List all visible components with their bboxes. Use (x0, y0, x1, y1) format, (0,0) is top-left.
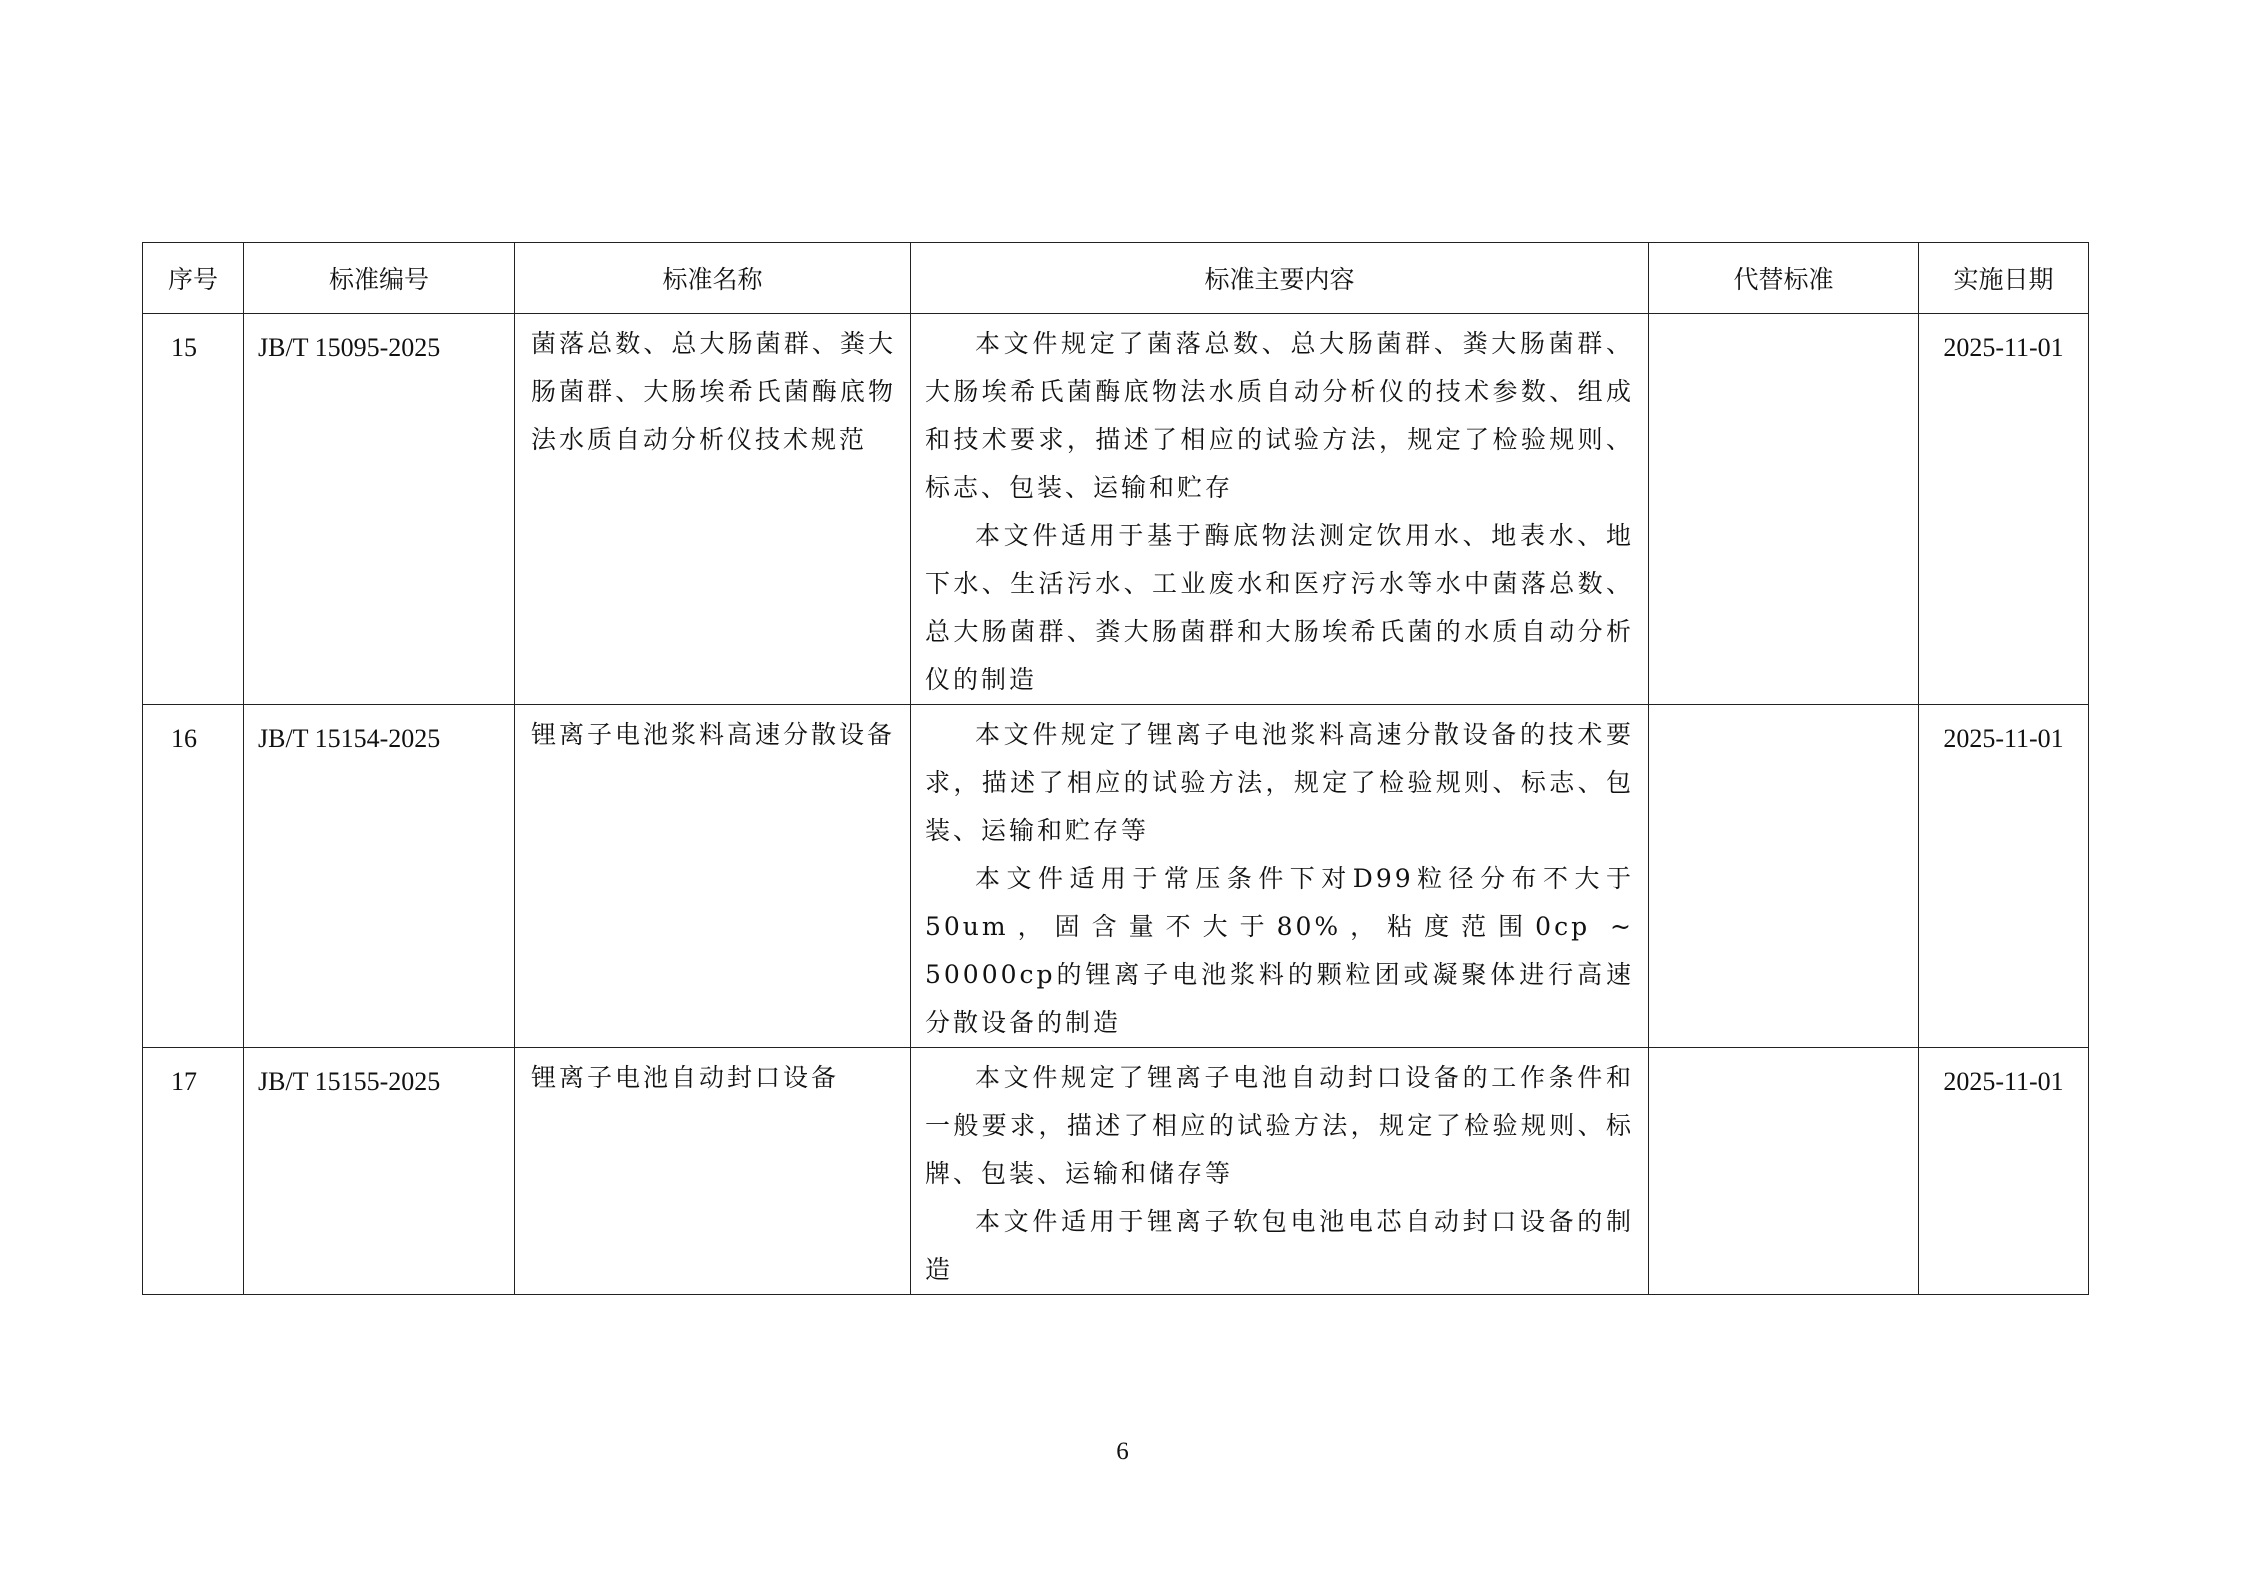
cell-no: 15 (143, 314, 244, 705)
cell-name: 菌落总数、总大肠菌群、粪大肠菌群、大肠埃希氏菌酶底物法水质自动分析仪技术规范 (515, 314, 911, 705)
table-header-row (143, 243, 2089, 314)
table-row (143, 314, 2089, 705)
cell-date: 2025-11-01 (1919, 705, 2089, 1048)
content-paragraph: 本文件规定了菌落总数、总大肠菌群、粪大肠菌群、大肠埃希氏菌酶底物法水质自动分析仪的技术参数、组成和技术要求，描述了相应的试验方法，规定了检验规则、标志、包装、运输和贮存 (925, 329, 1634, 502)
cell-replace (1649, 314, 1919, 705)
table-row (143, 1048, 2089, 1295)
content-paragraph: 本文件适用于锂离子软包电池电芯自动封口设备的制造 (925, 1207, 1634, 1284)
cell-replace (1649, 1048, 1919, 1295)
page-number: 6 (1116, 1438, 1129, 1465)
header-code: 标准编号 (244, 243, 515, 314)
table-row (143, 705, 2089, 1048)
header-content: 标准主要内容 (911, 243, 1649, 314)
header-name: 标准名称 (515, 243, 911, 314)
cell-content (911, 1048, 1649, 1295)
cell-content (911, 705, 1649, 1048)
cell-name: 锂离子电池浆料高速分散设备 (515, 705, 911, 1048)
content-paragraph: 本文件规定了锂离子电池自动封口设备的工作条件和一般要求，描述了相应的试验方法，规定了检验规则、标牌、包装、运输和储存等 (925, 1063, 1634, 1188)
content-paragraph: 本文件适用于基于酶底物法测定饮用水、地表水、地下水、生活污水、工业废水和医疗污水等水中菌落总数、总大肠菌群、粪大肠菌群和大肠埃希氏菌的水质自动分析仪的制造 (925, 521, 1634, 694)
header-date: 实施日期 (1919, 243, 2089, 314)
cell-replace (1649, 705, 1919, 1048)
cell-no: 17 (143, 1048, 244, 1295)
cell-code: JB/T 15154-2025 (244, 705, 515, 1048)
standards-table (142, 242, 2089, 1295)
cell-code: JB/T 15155-2025 (244, 1048, 515, 1295)
header-replace: 代替标准 (1649, 243, 1919, 314)
cell-content (911, 314, 1649, 705)
cell-date: 2025-11-01 (1919, 314, 2089, 705)
header-no: 序号 (143, 243, 244, 314)
content-paragraph: 本文件规定了锂离子电池浆料高速分散设备的技术要求，描述了相应的试验方法，规定了检验规则、标志、包装、运输和贮存等 (925, 720, 1634, 845)
cell-date: 2025-11-01 (1919, 1048, 2089, 1295)
cell-no: 16 (143, 705, 244, 1048)
cell-code: JB/T 15095-2025 (244, 314, 515, 705)
cell-name: 锂离子电池自动封口设备 (515, 1048, 911, 1295)
content-paragraph: 本文件适用于常压条件下对D99粒径分布不大于50um，固含量不大于80%，粘度范围0cp ~ 50000cp的锂离子电池浆料的颗粒团或凝聚体进行高速分散设备的制造 (925, 864, 1634, 1037)
